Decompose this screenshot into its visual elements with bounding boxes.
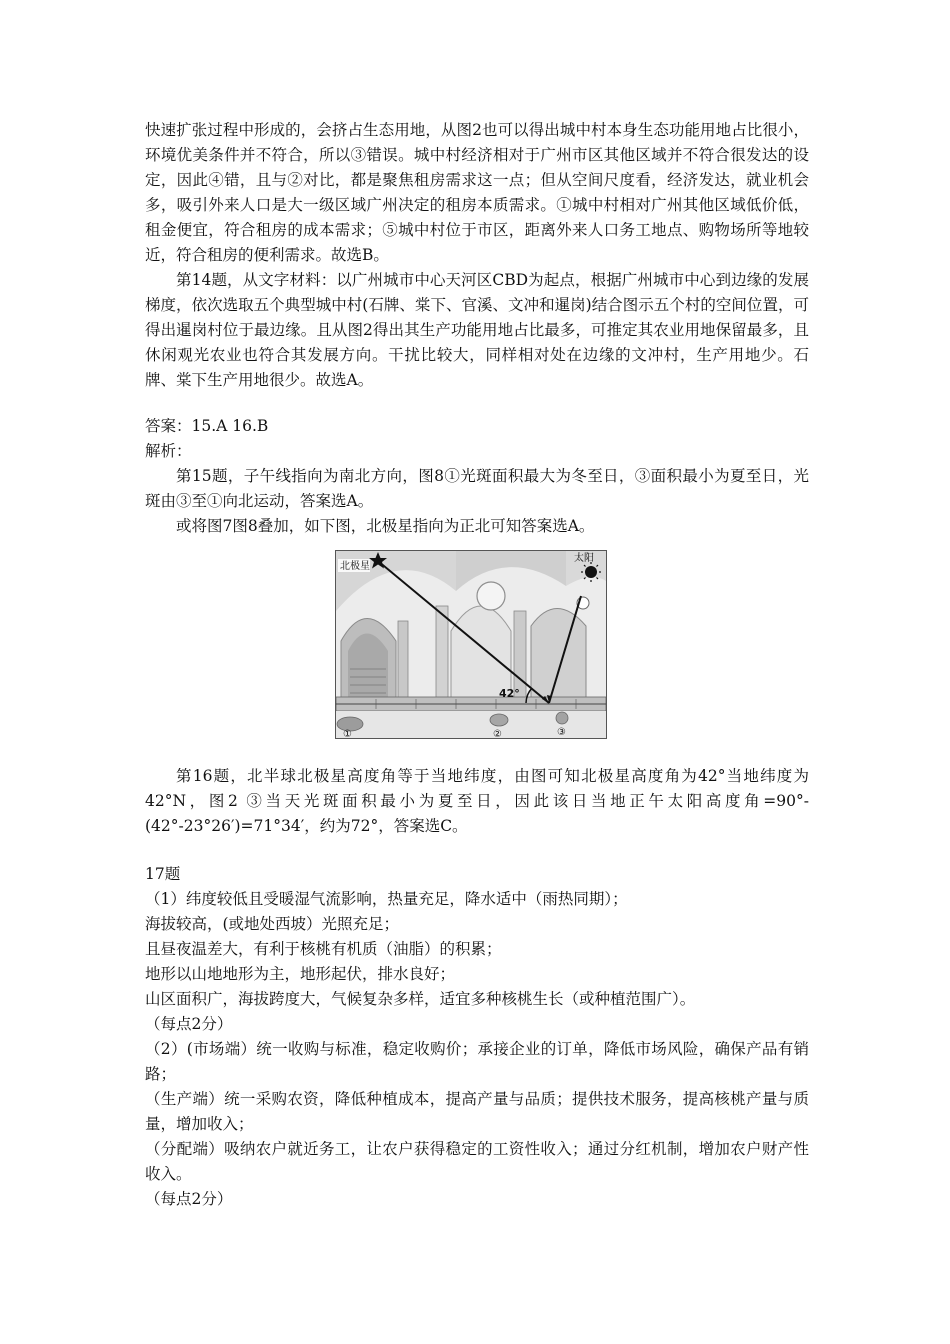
overlay-figure — [335, 550, 607, 739]
q17-line-3: 且昼夜温差大，有利于核桃有机质（油脂）的积累； — [145, 940, 502, 958]
paragraph-q13-explanation: 快速扩张过程中形成的，会挤占生态用地，从图2也可以得出城中村本身生态功能用地占比很小，环境优美条件并不符合，所以③错误。城中村经济相对于广州市区其他区域并不符合很发达的设定，因此④错，且与②对比，都是聚焦租房需求这一点；但从空间尺度看，经济发达，就业机会多，吸引外来人口是大一级区域广州决定的租房本质需求。①城中村相对广州其他区域低价低，租金便宜，符合租房的成本需求；⑤城中村位于市区，距离外来人口务工地点、购物场所等地较近，符合租房的便利需求。故选B。 — [145, 121, 809, 264]
q17-part2-production: （生产端）统一采购农资，降低种植成本，提高产量与品质；提供技术服务，提高核桃产量与质量，增加收入； — [145, 1090, 809, 1133]
paragraph-q14-explanation: 第14题，从文字材料：以广州城市中心天河区CBD为起点，根据广州城市中心到边缘的发展梯度，依次选取五个典型城中村(石牌、棠下、官溪、文冲和暹岗)结合图示五个村的空间位置，可得出暹岗村位于最边缘。且从图2得出其生产功能用地占比最多，可推定其农业用地保留最多，且休闲观光农业也符合其发展方向。干扰比较大，同样相对处在边缘的文冲村，生产用地少。石牌、棠下生产用地很少。故选A。 — [145, 271, 809, 389]
paragraph-q15-explanation: 第15题，子午线指向为南北方向，图8①光斑面积最大为冬至日，③面积最小为夏至日，光斑由③至①向北运动，答案选A。 — [145, 467, 809, 510]
q17-score-note-2: （每点2分） — [145, 1190, 233, 1208]
q17-line-5: 山区面积广，海拔跨度大，气候复杂多样，适宜多种核桃生长（或种植范围广）。 — [145, 990, 696, 1008]
marker-2: ② — [493, 729, 502, 738]
sun-label: 太阳 — [574, 553, 594, 564]
cathedral-sundial-illustration — [336, 551, 606, 738]
marker-3: ③ — [557, 727, 566, 738]
light-spot-3 — [556, 712, 568, 724]
angle-label: 42° — [499, 687, 520, 700]
q17-line-2: 海拔较高，(或地处西坡）光照充足； — [145, 915, 400, 933]
q17-line-1: （1）纬度较低且受暖湿气流影响，热量充足，降水适中（雨热同期）； — [145, 890, 628, 908]
marker-1: ① — [343, 729, 352, 738]
q17-title: 17题 — [145, 865, 181, 883]
q17-part2-distribution: （分配端）吸纳农户就近务工，让农户获得稳定的工资性收入；通过分红机制，增加农户财产性收入。 — [145, 1140, 809, 1183]
paragraph-overlay-note: 或将图7图8叠加，如下图，北极星指向为正北可知答案选A。 — [176, 517, 595, 535]
paragraph-q16-explanation: 第16题，北半球北极星高度角等于当地纬度，由图可知北极星高度角为42°当地纬度为42°N，图2 ③当天光斑面积最小为夏至日，因此该日当地正午太阳高度角=90°-(42°-23°26′)=71°34′，约为72°，答案选C。 — [145, 767, 809, 835]
q17-line-4: 地形以山地地形为主，地形起伏，排水良好； — [145, 965, 456, 983]
analysis-label: 解析： — [145, 442, 192, 460]
answer-line: 答案：15.A 16.B — [145, 417, 269, 435]
q17-part2-market: （2）(市场端）统一收购与标准，稳定收购价；承接企业的订单，降低市场风险，确保产品有销路； — [145, 1040, 809, 1083]
north-star-label: 北极星 — [340, 561, 370, 572]
round-window — [477, 582, 505, 610]
light-spot-2 — [490, 714, 508, 726]
sun-icon — [585, 566, 597, 578]
q17-score-note-1: （每点2分） — [145, 1015, 233, 1033]
